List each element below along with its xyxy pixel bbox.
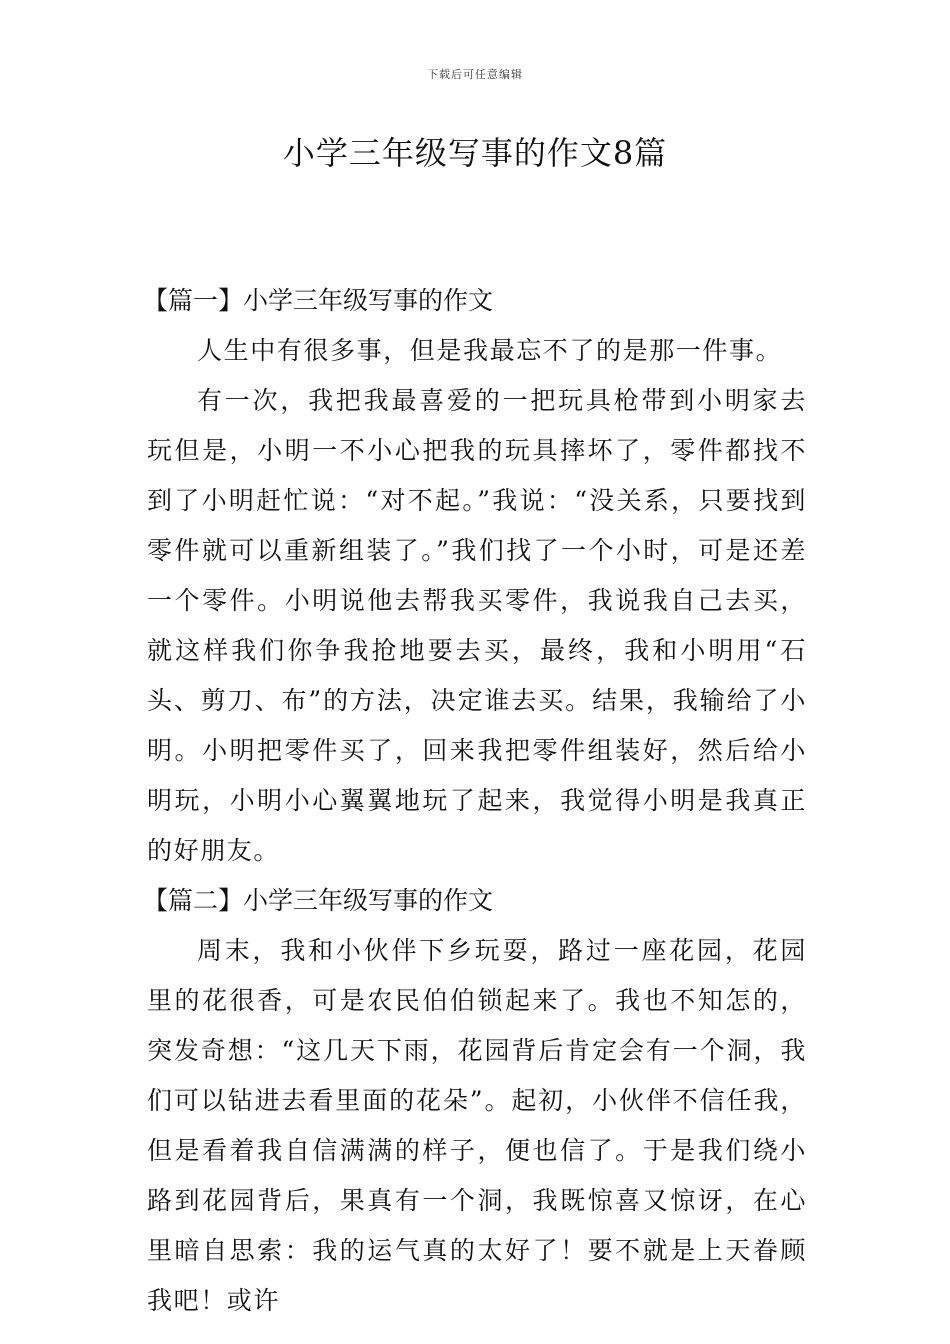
essay-section-2 bbox=[143, 876, 807, 1326]
section-heading: 【篇二】小学三年级写事的作文 bbox=[143, 886, 494, 915]
section-heading: 【篇一】小学三年级写事的作文 bbox=[143, 286, 494, 315]
header-note: 下载后可任意编辑 bbox=[427, 68, 523, 81]
paragraph: 人生中有很多事，但是我最忘不了的是那一件事。 bbox=[197, 336, 783, 365]
essay-section-1 bbox=[143, 276, 807, 876]
document-title: 小学三年级写事的作文8篇 bbox=[282, 134, 668, 172]
paragraph: 有一次，我把我最喜爱的一把玩具枪带到小明家去玩但是，小明一不小心把我的玩具摔坏了，零件都找不到了小明赶忙说：“对不起。”我说：“没关系，只要找到零件就可以重新组装了。”我们找了一个小时，可是还差一个零件。小明说他去帮我买零件，我说我自己去买，就这样我们你争我抢地要去买，最终，我和小明用“石头、剪刀、布”的方法，决定谁去买。结果，我输给了小明。小明把零件买了，回来我把零件组装好，然后给小明玩，小明小心翼翼地玩了起来，我觉得小明是我真正的好朋友。 bbox=[147, 386, 807, 865]
document-body bbox=[143, 276, 807, 1326]
paragraph: 周末，我和小伙伴下乡玩耍，路过一座花园，花园里的花很香，可是农民伯伯锁起来了。我也不知怎的，突发奇想：“这几天下雨，花园背后肯定会有一个洞，我们可以钻进去看里面的花朵”。起初，小伙伴不信任我，但是看着我自信满满的样子，便也信了。于是我们绕小路到花园背后，果真有一个洞，我既惊喜又惊讶，在心里暗自思索：我的运气真的太好了！要不就是上天眷顾我吧！或许 bbox=[147, 936, 807, 1315]
